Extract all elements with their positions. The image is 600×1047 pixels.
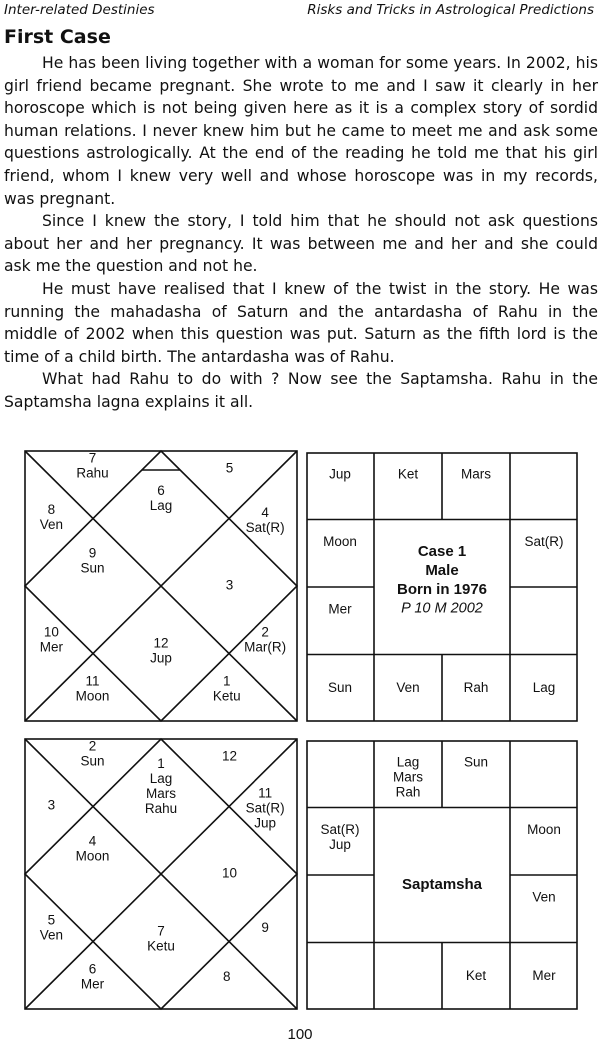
page-number: 100	[287, 1026, 313, 1043]
chart-label: 4	[261, 504, 269, 520]
chart-label: Mar(R)	[244, 639, 287, 655]
chart-label: Ven	[39, 517, 64, 533]
chart-label: 2	[261, 624, 269, 640]
chart-label: Sat(R)	[245, 800, 285, 816]
running-header-right: Risks and Tricks in Astrological Predictions	[307, 2, 594, 18]
chart-label: Ven	[396, 679, 420, 695]
chart-label: Sun	[80, 560, 105, 576]
chart-label: 7	[157, 923, 165, 939]
chart-label: Lag	[149, 498, 173, 514]
chart-label: 12	[221, 748, 238, 764]
north-chart-saptamsha	[24, 738, 298, 1010]
chart-label: Jup	[150, 650, 172, 666]
chart-label: Mars	[393, 769, 423, 785]
chart-label: Ketu	[147, 938, 175, 954]
chart-label: Moon	[75, 688, 110, 704]
chart-label: Moon	[527, 822, 561, 838]
chart-center-text: Case 1	[417, 542, 467, 560]
section-heading: First Case	[4, 26, 111, 48]
chart-label: 10	[43, 624, 59, 640]
chart-label: 5	[47, 912, 56, 928]
chart-label: Mer	[532, 967, 556, 983]
chart-label: Jup	[254, 815, 277, 831]
chart-label: Rah	[395, 784, 421, 800]
chart-label: Jup	[329, 837, 351, 853]
chart-label: Ket	[397, 466, 419, 482]
chart-label: Rahu	[144, 801, 178, 817]
chart-label: Jup	[329, 466, 351, 482]
chart-label: 7	[88, 450, 97, 466]
chart-label: 11	[258, 785, 273, 801]
chart-label: 6	[157, 483, 165, 499]
chart-label: Sun	[327, 679, 353, 695]
chart-center-text: P 10 M 2002	[401, 600, 483, 617]
chart-label: Lag	[149, 771, 173, 787]
chart-label: 2	[88, 738, 97, 754]
chart-label: Mars	[146, 786, 176, 802]
chart-label: 9	[88, 545, 97, 561]
chart-label: Sun	[80, 753, 105, 769]
chart-label: 9	[261, 919, 269, 935]
chart-label: 1	[157, 756, 165, 772]
chart-label: 8	[223, 968, 231, 984]
chart-label: Mer	[80, 976, 105, 992]
chart-label: 1	[223, 673, 231, 689]
chart-label: Sat(R)	[524, 534, 564, 550]
chart-label: Sat(R)	[320, 822, 360, 838]
running-header-left: Inter-related Destinies	[4, 2, 155, 18]
chart-label: Sun	[463, 754, 489, 770]
chart-label: Ket	[465, 967, 487, 983]
chart-label: Lag	[396, 754, 420, 770]
chart-label: 11	[85, 673, 100, 689]
chart-center-text: Born in 1976	[396, 580, 488, 598]
chart-label: 12	[153, 635, 169, 651]
chart-center-text: Male	[425, 561, 459, 579]
chart-label: 8	[47, 502, 56, 518]
paragraph: He must have realised that I knew of the twist in the story. He was running the mahadasha of Saturn and the antardasha of Rahu in the middle of 2002 when this question was put. Saturn as the fifth lord is the time of a child birth. The antardasha was of Rahu.	[4, 279, 598, 366]
chart-label: Rahu	[76, 465, 109, 481]
chart-label: Rah	[463, 679, 489, 695]
chart-label: Sat(R)	[245, 519, 285, 535]
chart-label: 5	[225, 460, 234, 476]
chart-label: Mer	[39, 639, 64, 655]
chart-label: 6	[88, 961, 97, 977]
chart-label: 10	[221, 865, 238, 881]
chart-label: Lag	[532, 679, 556, 695]
chart-label: Moon	[75, 848, 110, 864]
chart-label: Ven	[39, 927, 64, 943]
south-chart-saptamsha	[306, 740, 578, 1010]
paragraph: He has been living together with a woman for some years. In 2002, his girl friend became pregnant. She wrote to me and I saw it clearly in her horoscope which is not being given here as it is a complex story of sordid human relations. I never knew him but he came to meet me and ask some questions astrologically. At the end of the reading he told me that his girl friend, whom I knew very well and whose horoscope was in my records, was pregnant.	[4, 54, 598, 208]
chart-label: Moon	[323, 534, 357, 550]
north-chart-rashi	[24, 450, 298, 722]
chart-label: 4	[88, 833, 97, 849]
chart-label: Ven	[532, 889, 556, 905]
chart-label: Mer	[328, 601, 352, 617]
chart-label: 3	[225, 577, 234, 593]
south-chart-rashi	[306, 452, 578, 722]
chart-label: Ketu	[212, 688, 241, 704]
paragraph: Since I knew the story, I told him that he should not ask questions about her and her pregnancy. It was between me and her and she could ask me the question and not he.	[4, 212, 598, 276]
chart-label: 3	[47, 797, 56, 813]
chart-label: Mars	[461, 466, 491, 482]
chart-label: Saptamsha	[401, 876, 483, 894]
paragraph: What had Rahu to do with ? Now see the Saptamsha. Rahu in the Saptamsha lagna explains it all.	[4, 370, 598, 411]
body-text	[4, 52, 598, 414]
